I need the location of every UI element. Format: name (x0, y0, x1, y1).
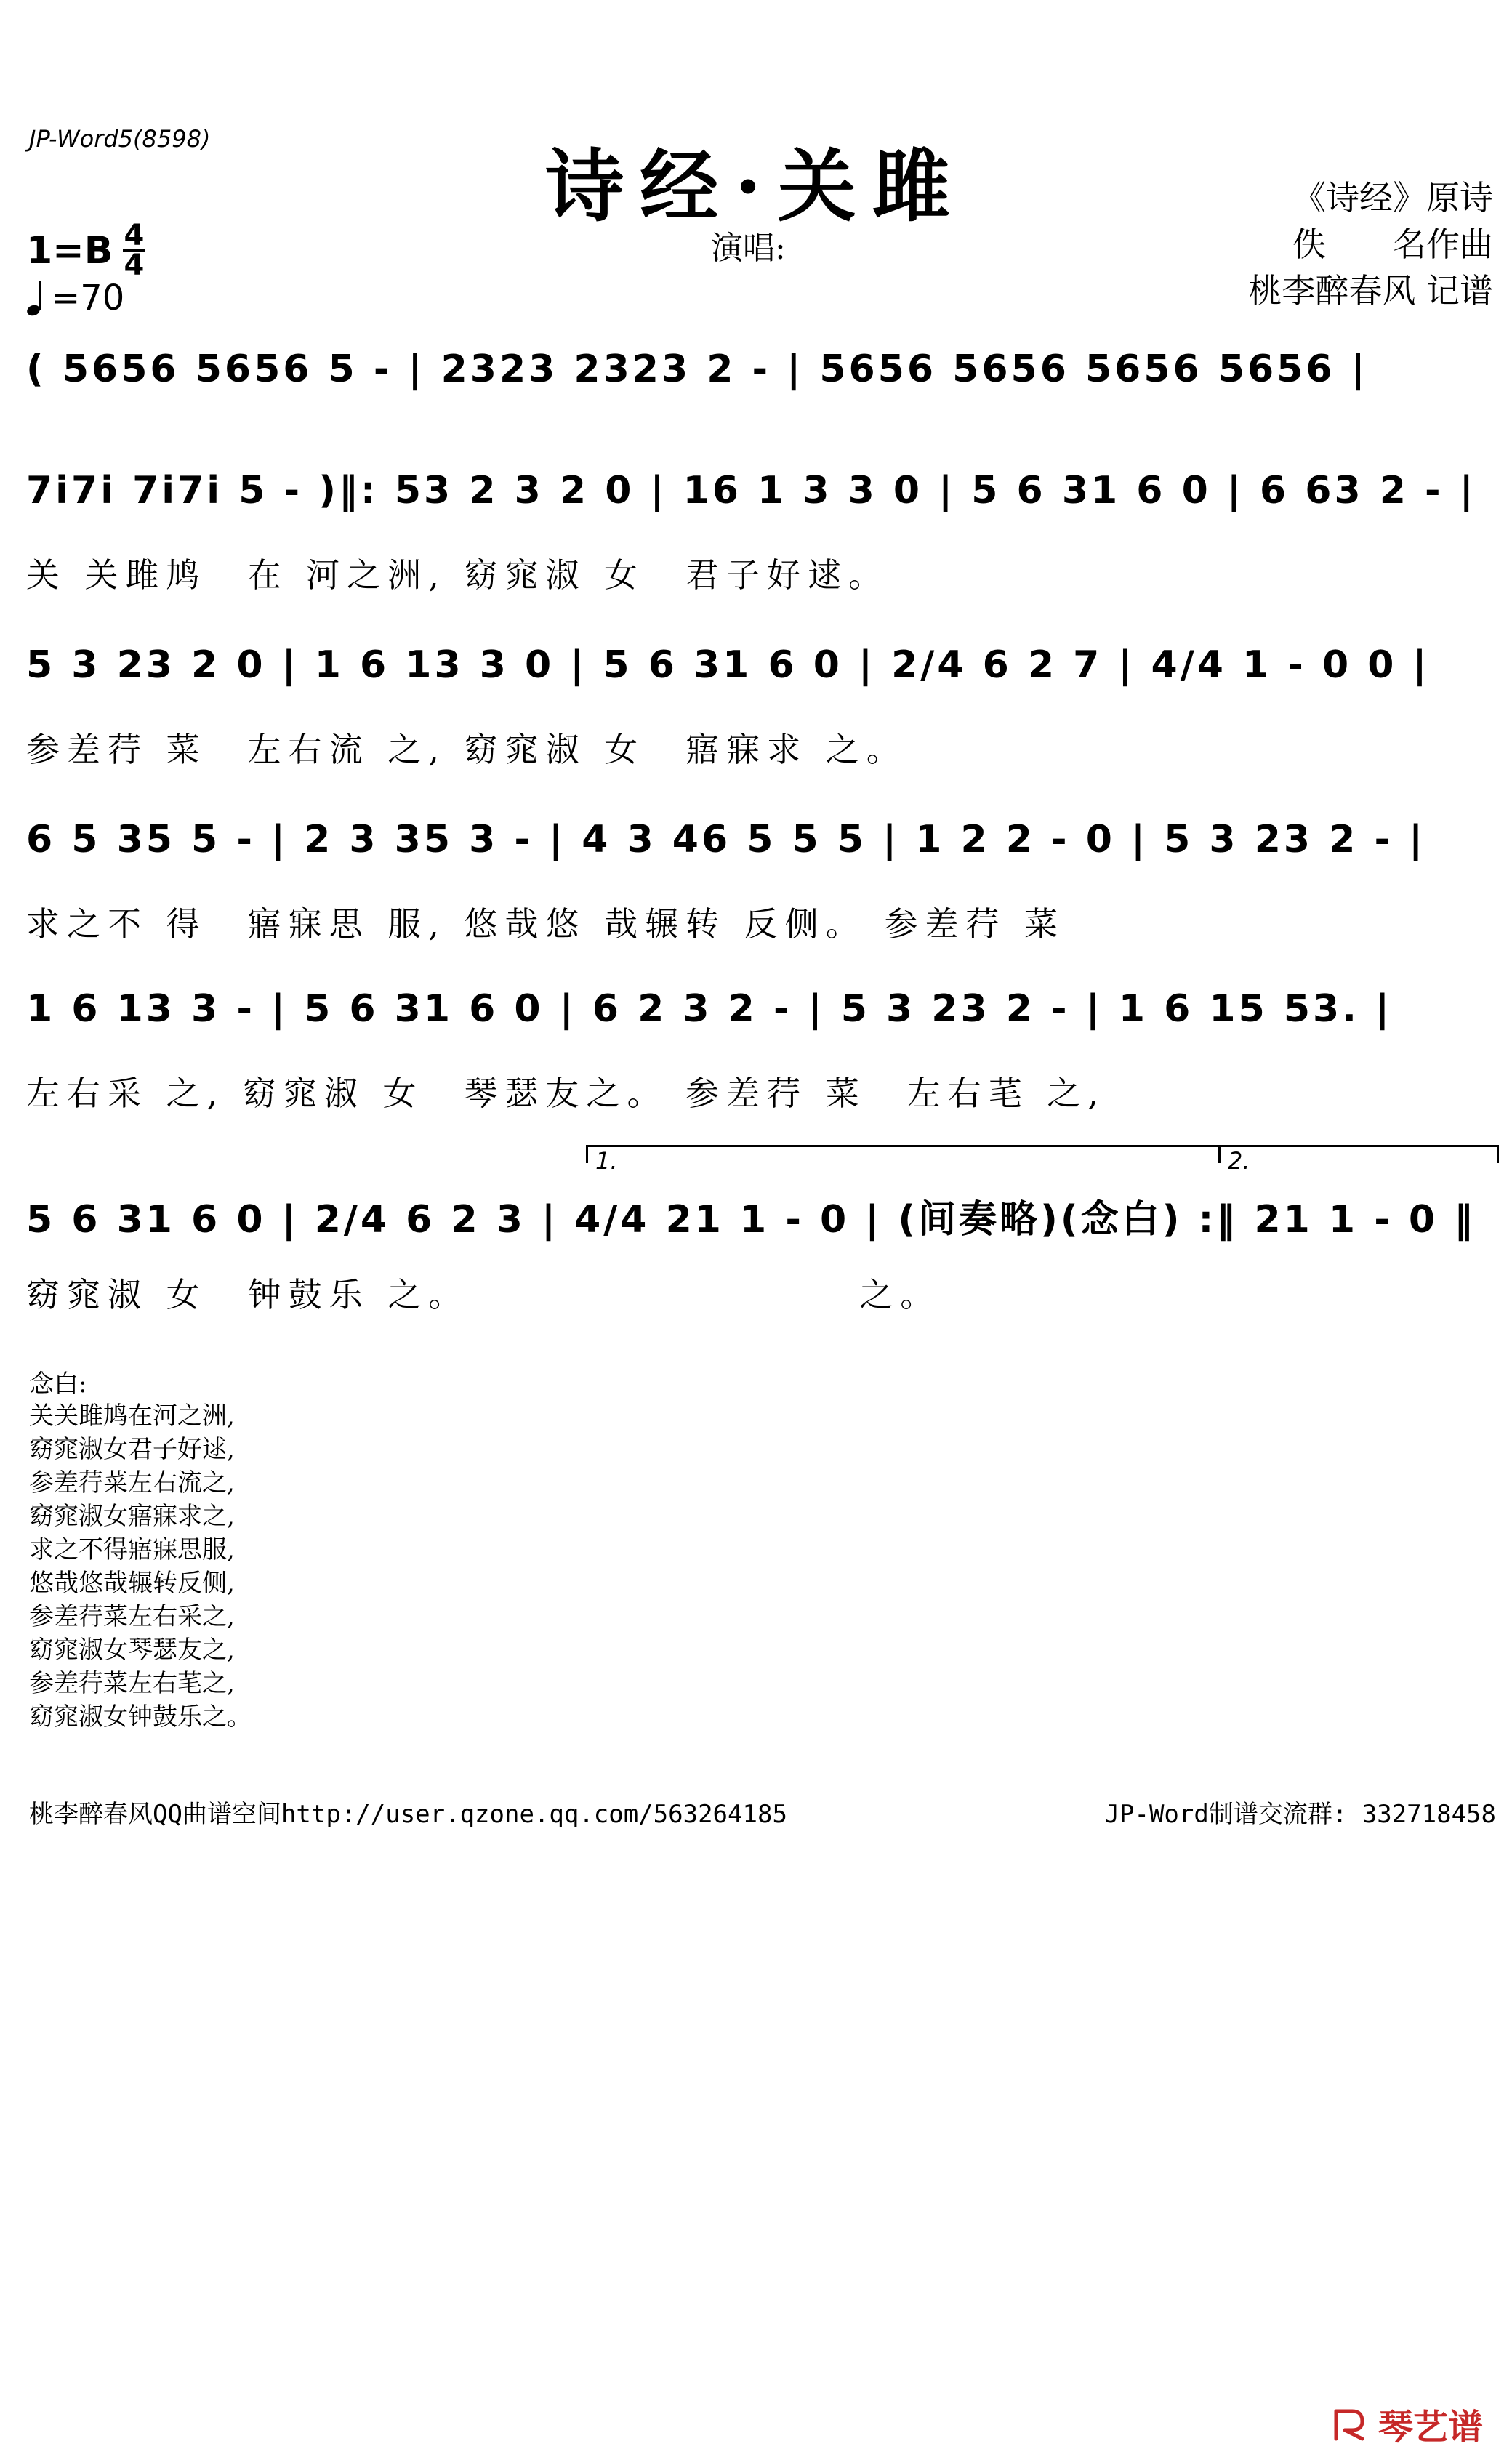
recitation-label: 念白: (29, 1370, 87, 1399)
software-tag: JP-Word5(8598) (29, 125, 211, 153)
footer-qzone-link[interactable]: 桃李醉春风QQ曲谱空间http://user.qzone.qq.com/563264185 (29, 1800, 787, 1829)
credit-composer: 佚 名作曲 (1292, 225, 1493, 264)
recitation-line: 参差荇菜左右采之, (29, 1602, 235, 1631)
recitation-line: 参差荇菜左右芼之, (29, 1669, 235, 1698)
page-title: 诗经·关雎 (545, 141, 967, 233)
tempo-value: =70 (51, 278, 125, 318)
notes-line: 1 6 13 3 - | 5 6 31 6 0 | 6 2 3 2 - | 5 3 23 2 - | 1 6 15 53. | (26, 987, 1393, 1031)
quarter-note-icon (26, 279, 44, 317)
recitation-line: 窈窕淑女寤寐求之, (29, 1502, 235, 1531)
notes-line: ( 5656 5656 5 - | 2323 2323 2 - | 5656 5656 5656 5656 | (26, 347, 1368, 391)
notes-line: 5 3 23 2 0 | 1 6 13 3 0 | 5 6 31 6 0 | 2/4 6 2 7 | 4/4 1 - 0 0 | (26, 643, 1430, 687)
notes-line: 7i7i 7i7i 5 - )‖: 53 2 3 2 0 | 16 1 3 3 0 | 5 6 31 6 0 | 6 63 2 - | (26, 469, 1476, 512)
notes-line: 5 6 31 6 0 | 2/4 6 2 3 | 4/4 21 1 - 0 | (间奏略)(念白) :‖ 21 1 - 0 ‖ (26, 1198, 1476, 1242)
recitation-line: 窈窕淑女钟鼓乐之。 (29, 1702, 252, 1732)
lyrics-line: 关 关雎鸠 在 河之洲, 窈窕淑 女 君子好逑。 (26, 555, 890, 595)
volta-bracket-1: 1. (586, 1145, 1221, 1163)
site-logo[interactable] (1330, 2399, 1483, 2449)
key-signature (26, 219, 145, 282)
time-signature (123, 219, 145, 282)
lyrics-line: 求之不 得 寤寐思 服, 悠哉悠 哉辗转 反侧。 参差荇 菜 (26, 904, 1065, 944)
logo-text: 琴艺谱 (1378, 2407, 1483, 2448)
recitation-line: 悠哉悠哉辗转反侧, (29, 1569, 235, 1598)
recitation-line: 窈窕淑女琴瑟友之, (29, 1636, 235, 1665)
recitation-line: 参差荇菜左右流之, (29, 1468, 235, 1497)
recitation-line: 求之不得寤寐思服, (29, 1535, 235, 1564)
credits (1248, 174, 1493, 314)
lyrics-line: 左右采 之, 窈窕淑 女 琴瑟友之。 参差荇 菜 左右芼 之, (26, 1074, 1106, 1113)
tempo-marking (26, 278, 124, 318)
key-label: 1=B (26, 228, 113, 273)
recitation-line: 窈窕淑女君子好逑, (29, 1435, 235, 1464)
volta-bracket-2: 2. (1218, 1145, 1499, 1163)
recitation-line: 关关雎鸠在河之洲, (29, 1402, 235, 1431)
footer-group-info: JP-Word制谱交流群: 332718458 (1104, 1800, 1496, 1829)
credit-lyrics: 《诗经》原诗 (1292, 178, 1493, 217)
notes-line: 6 5 35 5 - | 2 3 35 3 - | 4 3 46 5 5 5 | 1 2 2 - 0 | 5 3 23 2 - | (26, 818, 1426, 861)
qinyipu-logo-icon (1330, 2404, 1371, 2445)
lyrics-line: 参差荇 菜 左右流 之, 窈窕淑 女 寤寐求 之。 (26, 730, 907, 769)
lyrics-line: 窈窕淑 女 钟鼓乐 之。 之。 (26, 1275, 941, 1314)
time-sig-top: 4 (124, 219, 145, 252)
time-sig-bottom: 4 (124, 249, 145, 282)
singer-label: 演唱: (711, 230, 786, 267)
credit-transcriber: 桃李醉春风 记谱 (1248, 271, 1493, 310)
recitation-text (29, 1399, 252, 1734)
